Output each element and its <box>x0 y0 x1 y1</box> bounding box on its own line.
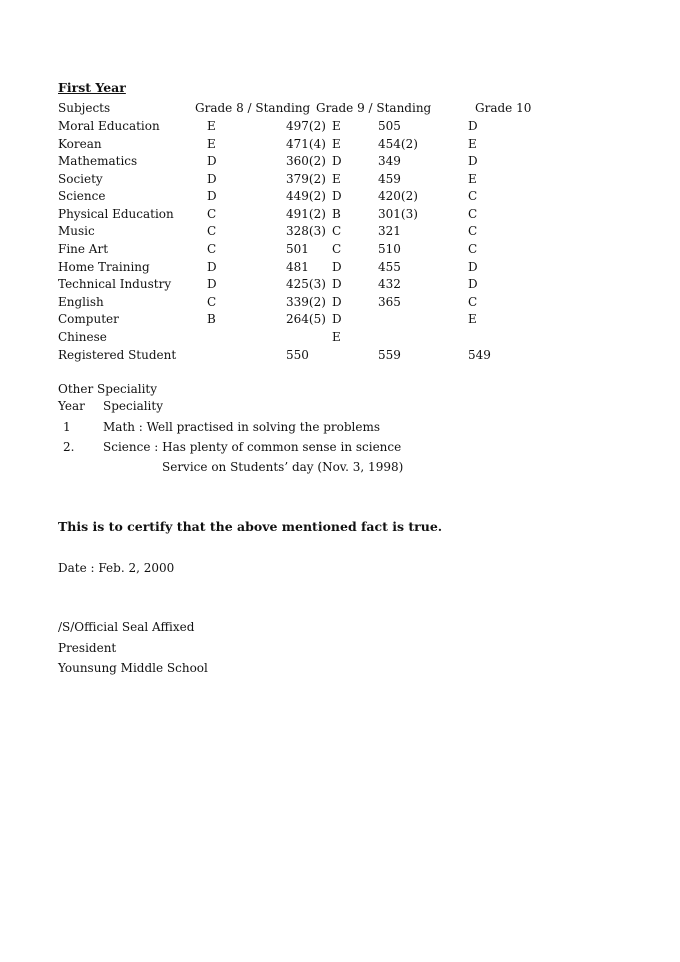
grade9-value: D <box>332 295 342 309</box>
grade8-value: C <box>207 242 217 256</box>
header-subjects: Subjects <box>58 101 111 115</box>
speciality-text: Science : Has plenty of common sense in science <box>103 440 402 454</box>
grade10-value: C <box>468 207 478 221</box>
grade9-value: C <box>332 242 342 256</box>
grade9-value: D <box>332 189 342 203</box>
grade8-value: E <box>207 119 216 133</box>
table-row <box>0 294 680 310</box>
standing9-value: 301(3) <box>378 207 418 221</box>
grade8-value: D <box>207 154 217 168</box>
grade10-value: C <box>468 224 478 238</box>
subject-name: Science <box>58 189 106 203</box>
standing9-value: 349 <box>378 154 401 168</box>
subject-name: Computer <box>58 312 119 326</box>
grade9-value: D <box>332 260 342 274</box>
speciality-continuation: Service on Students’ day (Nov. 3, 1998) <box>162 460 404 474</box>
other-speciality-title: Other Speciality <box>58 382 158 396</box>
table-row <box>0 136 680 152</box>
grade10-value: E <box>468 171 477 186</box>
standing8-value: 471(4) <box>286 136 326 151</box>
table-row <box>0 276 680 292</box>
grade10-value: C <box>468 295 478 309</box>
standing8-value: 328(3) <box>286 224 326 238</box>
subject-name: Fine Art <box>58 242 109 256</box>
table-row <box>0 171 680 187</box>
grade10-value: E <box>468 312 477 326</box>
grade9-value: D <box>332 312 342 326</box>
registered-label: Registered Student <box>58 348 177 362</box>
grade10-value: E <box>468 136 477 151</box>
speciality-year: 1 <box>63 420 71 434</box>
registered-grade9: 559 <box>378 348 401 362</box>
speciality-col-year: Year <box>58 399 85 413</box>
table-row <box>0 241 680 257</box>
standing8-value: 501 <box>286 242 309 256</box>
grade10-value: D <box>468 277 478 291</box>
subject-name: Technical Industry <box>58 277 172 291</box>
subject-name: Society <box>58 171 103 186</box>
standing9-value: 365 <box>378 295 401 309</box>
standing8-value: 491(2) <box>286 207 326 221</box>
section-title: First Year <box>58 80 126 95</box>
standing9-value: 459 <box>378 171 401 186</box>
table-row <box>0 223 680 239</box>
registered-grade8: 550 <box>286 348 309 362</box>
header-grade10: Grade 10 <box>475 101 532 115</box>
standing9-value: 420(2) <box>378 189 418 203</box>
standing9-value: 505 <box>378 119 401 133</box>
speciality-text: Math : Well practised in solving the problems <box>103 420 381 434</box>
table-row <box>0 153 680 169</box>
subject-name: Home Training <box>58 260 150 274</box>
table-row <box>0 206 680 222</box>
standing8-value: 360(2) <box>286 154 326 168</box>
grade9-value: E <box>332 119 341 133</box>
subject-name: Korean <box>58 136 102 151</box>
table-row <box>0 118 680 134</box>
grade8-value: D <box>207 260 217 274</box>
grade8-value: C <box>207 207 217 221</box>
date-line: Date : Feb. 2, 2000 <box>58 561 175 575</box>
standing9-value: 455 <box>378 260 401 274</box>
grade10-value: D <box>468 154 478 168</box>
grade8-value: C <box>207 224 217 238</box>
grade9-value: D <box>332 154 342 168</box>
grade9-value: C <box>332 224 342 238</box>
registered-grade10: 549 <box>468 348 491 362</box>
grade10-value: C <box>468 242 478 256</box>
standing8-value: 481 <box>286 260 309 274</box>
standing8-value: 425(3) <box>286 277 326 291</box>
table-row <box>0 188 680 204</box>
table-row <box>0 311 680 327</box>
subject-name: English <box>58 295 104 309</box>
grade8-value: C <box>207 295 217 309</box>
grade9-value: E <box>332 136 341 151</box>
speciality-col-speciality: Speciality <box>103 399 163 413</box>
grade8-value: E <box>207 136 216 151</box>
certification-statement: This is to certify that the above mentioned fact is true. <box>58 519 443 534</box>
subject-name: Chinese <box>58 330 107 344</box>
school-name: Younsung Middle School <box>58 661 208 675</box>
registered-student-row <box>0 347 680 363</box>
standing9-value: 454(2) <box>378 136 418 151</box>
table-row <box>0 329 680 345</box>
standing8-value: 264(5) <box>286 312 326 326</box>
signatory-title: President <box>58 641 117 655</box>
grade10-value: C <box>468 189 478 203</box>
grade8-value: D <box>207 277 217 291</box>
subject-name: Music <box>58 224 95 238</box>
grade9-value: E <box>332 171 341 186</box>
subject-name: Physical Education <box>58 207 174 221</box>
grade10-value: D <box>468 119 478 133</box>
grade10-value: D <box>468 260 478 274</box>
grade9-value: B <box>332 207 341 221</box>
standing8-value: 379(2) <box>286 171 326 186</box>
header-grade8: Grade 8 / Standing <box>195 101 311 115</box>
header-grade9: Grade 9 / Standing <box>316 101 432 115</box>
subject-name: Mathematics <box>58 154 138 168</box>
table-row <box>0 259 680 275</box>
grade8-value: D <box>207 171 217 186</box>
grade9-value: E <box>332 330 341 344</box>
standing8-value: 497(2) <box>286 119 326 133</box>
standing9-value: 432 <box>378 277 401 291</box>
official-seal-line: /S/Official Seal Affixed <box>58 620 195 634</box>
standing9-value: 321 <box>378 224 401 238</box>
standing8-value: 339(2) <box>286 295 326 309</box>
table-header-row <box>0 100 680 116</box>
standing9-value: 510 <box>378 242 401 256</box>
speciality-year: 2. <box>63 440 75 454</box>
grade9-value: D <box>332 277 342 291</box>
grade8-value: D <box>207 189 217 203</box>
grade8-value: B <box>207 312 216 326</box>
subject-name: Moral Education <box>58 119 160 133</box>
standing8-value: 449(2) <box>286 189 326 203</box>
